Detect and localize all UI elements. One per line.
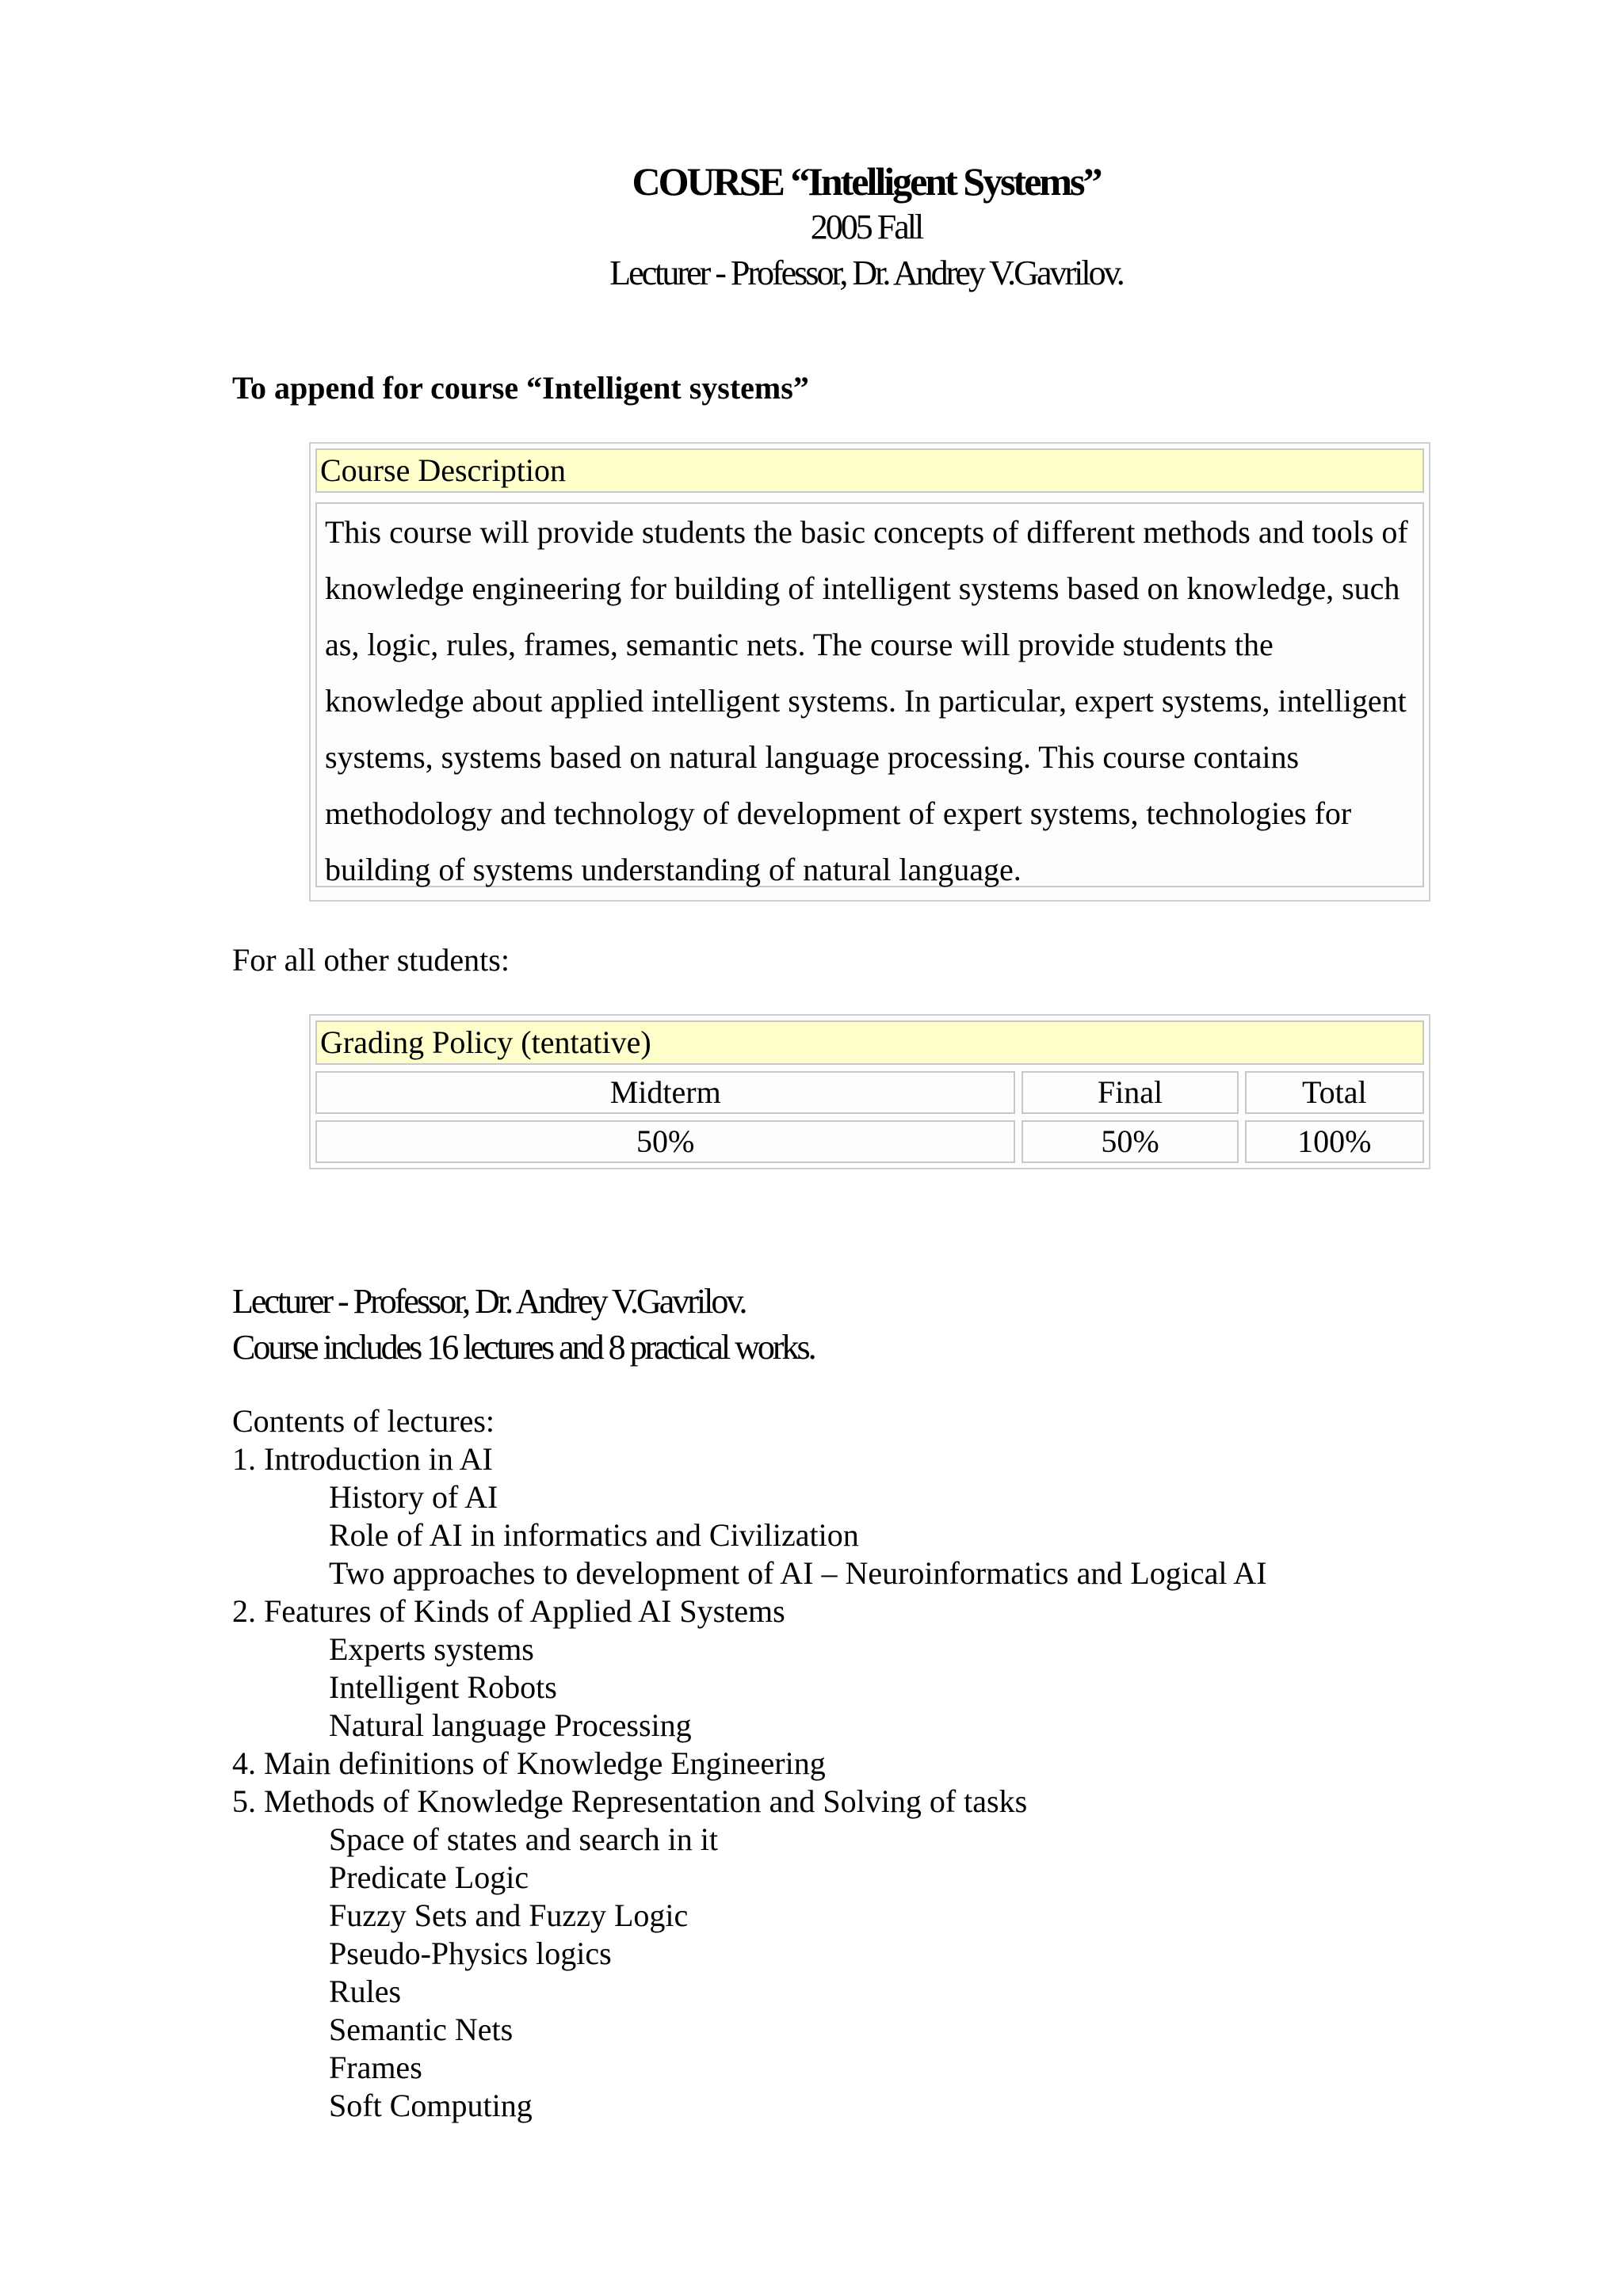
contents-subitem: Pseudo-Physics logics — [329, 1936, 612, 1971]
lecture-contents — [232, 1402, 1267, 2125]
contents-subitem: History of AI — [329, 1479, 498, 1515]
contents-subitem: Intelligent Robots — [329, 1669, 557, 1705]
grade-value-final: 50% — [1022, 1120, 1238, 1163]
course-title: COURSE “Intelligent Systems” — [632, 159, 1101, 204]
grading-policy-box — [309, 1014, 1430, 1169]
contents-item: 4. Main definitions of Knowledge Engineering — [232, 1745, 826, 1781]
append-title: To append for course “Intelligent systems” — [232, 370, 809, 406]
course-description-text: This course will provide students the basic concepts of different methods and tools of knowledge engineering for building of intelligent systems based on knowledge, such as, logic, rules, frames, semantic nets. The course will provide students the knowledge about applied intelligent systems. In particular, expert systems, intelligent systems, systems based on natural language processing. This course contains methodology and technology of development of expert systems, technologies for building of systems understanding of natural language. — [315, 502, 1424, 887]
contents-item: 2. Features of Kinds of Applied AI Systems — [232, 1593, 785, 1629]
lecturer-line: Lecturer - Professor, Dr. Andrey V.Gavrilov. — [232, 1282, 746, 1321]
grade-value-total: 100% — [1245, 1120, 1424, 1163]
page-header — [0, 158, 1623, 296]
grading-policy-heading: Grading Policy (tentative) — [315, 1020, 1424, 1065]
grading-header-row — [315, 1071, 1424, 1114]
course-term: 2005 Fall — [810, 208, 922, 246]
course-structure-line: Course includes 16 lectures and 8 practical works. — [232, 1328, 815, 1367]
contents-subitem: Rules — [329, 1974, 402, 2009]
lecturer-header: Lecturer - Professor, Dr. Andrey V.Gavrilov. — [609, 254, 1123, 292]
lecturer-info — [232, 1279, 815, 1371]
grade-column-final: Final — [1022, 1071, 1238, 1114]
contents-item: 1. Introduction in AI — [232, 1441, 493, 1477]
contents-subitem: Space of states and search in it — [329, 1821, 718, 1857]
contents-item: 5. Methods of Knowledge Representation and Solving of tasks — [232, 1783, 1028, 1819]
contents-subitem: Experts systems — [329, 1631, 534, 1667]
contents-subitem: Role of AI in informatics and Civilization — [329, 1517, 859, 1553]
contents-heading: Contents of lectures: — [232, 1403, 495, 1439]
grade-value-midterm: 50% — [315, 1120, 1015, 1163]
for-others-label: For all other students: — [232, 942, 510, 978]
contents-subitem: Soft Computing — [329, 2088, 533, 2123]
contents-subitem: Fuzzy Sets and Fuzzy Logic — [329, 1897, 689, 1933]
contents-subitem: Semantic Nets — [329, 2012, 514, 2047]
contents-subitem: Natural language Processing — [329, 1707, 692, 1743]
contents-subitem: Predicate Logic — [329, 1859, 529, 1895]
grade-column-midterm: Midterm — [315, 1071, 1015, 1114]
contents-subitem: Two approaches to development of AI – Neuroinformatics and Logical AI — [329, 1555, 1267, 1591]
course-description-heading: Course Description — [315, 448, 1424, 493]
course-description-box — [309, 442, 1430, 902]
grading-value-row — [315, 1120, 1424, 1163]
grade-column-total: Total — [1245, 1071, 1424, 1114]
contents-subitem: Frames — [329, 2050, 422, 2085]
